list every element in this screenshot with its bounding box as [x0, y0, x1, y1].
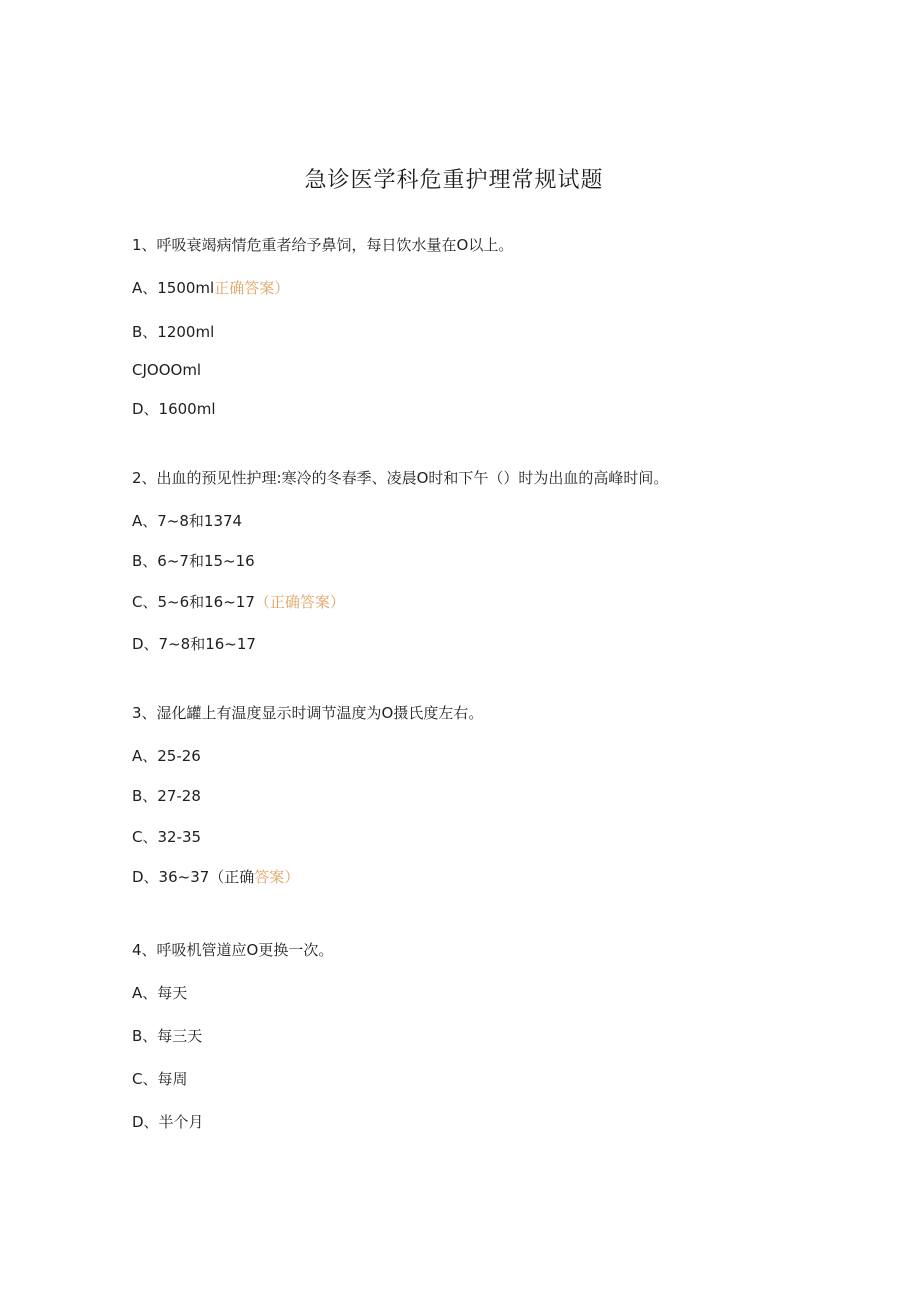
option-text: C、每周: [132, 1070, 188, 1088]
option-text: B、6~7和15~16: [132, 552, 255, 570]
question-3-option-b: [132, 787, 201, 805]
question-4-option-a: [132, 984, 187, 1002]
option-text: A、每天: [132, 984, 188, 1002]
option-text: A、1500ml: [132, 279, 215, 297]
question-1-option-d: [132, 400, 216, 418]
option-text: D、7~8和16~17: [132, 635, 256, 653]
option-text: B、每三天: [132, 1027, 203, 1045]
question-4-option-b: [132, 1027, 202, 1045]
question-2-stem: 2、出血的预见性护理:寒冷的冬春季、凌晨O时和下午（）时为出血的高峰时间。: [132, 469, 669, 487]
question-3-option-d: [132, 868, 299, 886]
question-3-stem: 3、湿化罐上有温度显示时调节温度为O摄氏度左右。: [132, 704, 484, 722]
document-title: 急诊医学科危重护理常规试题: [304, 168, 604, 193]
question-3-option-c: [132, 828, 201, 846]
question-4-option-c: [132, 1070, 187, 1088]
option-text: D、36~37（正确: [132, 868, 255, 886]
option-text: A、7~8和1374: [132, 512, 243, 530]
option-text: D、半个月: [132, 1113, 204, 1131]
question-3-option-a: [132, 747, 201, 765]
question-1-option-a: [132, 279, 289, 297]
correct-answer-mark: 答案）: [254, 868, 300, 886]
question-4-stem: 4、呼吸机管道应O更换一次。: [132, 941, 334, 959]
option-text: B、1200ml: [132, 323, 215, 341]
question-2-option-b: [132, 552, 255, 570]
question-1-option-c: [132, 361, 201, 379]
correct-answer-mark: （正确答案）: [254, 593, 345, 611]
option-text: D、1600ml: [132, 400, 216, 418]
correct-answer-mark: 正确答案）: [214, 279, 290, 297]
question-1-option-b: [132, 323, 214, 341]
option-text: A、25-26: [132, 747, 201, 765]
question-2-option-a: [132, 512, 242, 530]
option-text: CJOOOml: [132, 361, 202, 379]
question-1-stem: 1、呼吸衰竭病情危重者给予鼻饲，每日饮水量在O以上。: [132, 236, 514, 254]
option-text: C、32-35: [132, 828, 202, 846]
option-text: B、27-28: [132, 787, 201, 805]
option-text: C、5~6和16~17: [132, 593, 255, 611]
question-2-option-c: [132, 593, 345, 611]
question-4-option-d: [132, 1113, 204, 1131]
question-2-option-d: [132, 635, 256, 653]
